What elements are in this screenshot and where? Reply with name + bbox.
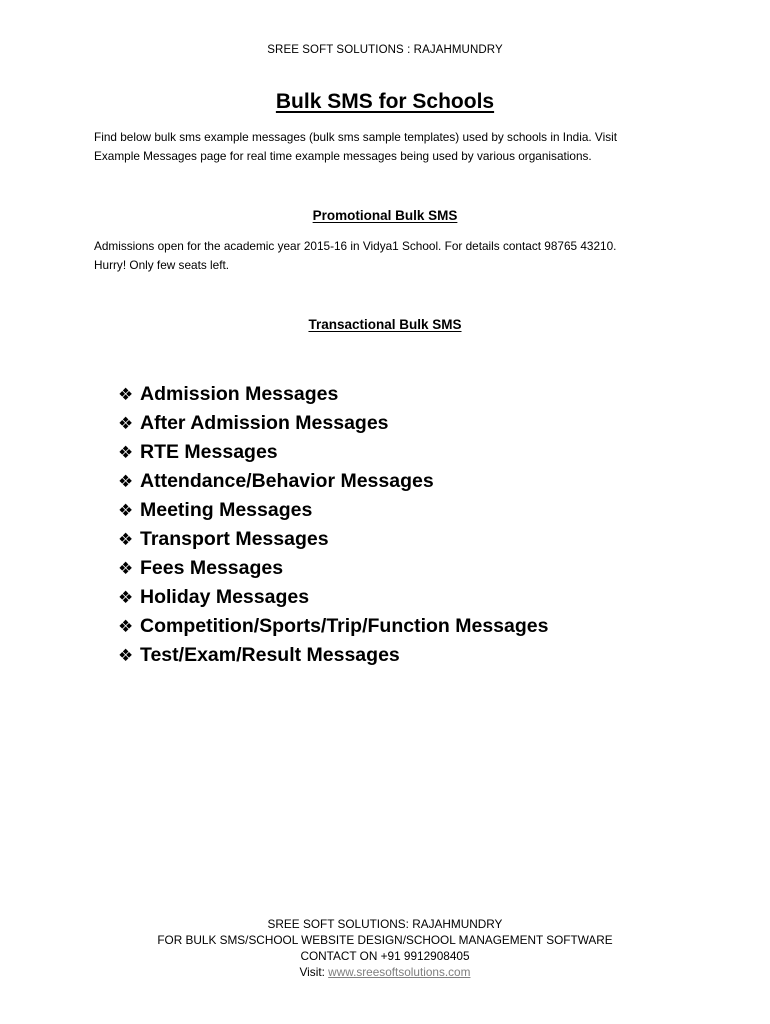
promotional-line-2: Hurry! Only few seats left. [94, 258, 230, 272]
promotional-heading: Promotional Bulk SMS [312, 208, 458, 223]
list-item-label: Fees Messages [140, 557, 284, 579]
message-category-list [118, 380, 548, 670]
diamond-bullet-icon: ❖ [118, 472, 134, 491]
list-item-label: Admission Messages [140, 383, 339, 405]
list-item [118, 380, 548, 409]
intro-paragraph [94, 128, 694, 166]
diamond-bullet-icon: ❖ [118, 646, 134, 665]
diamond-bullet-icon: ❖ [118, 588, 134, 607]
list-item-label: Test/Exam/Result Messages [140, 644, 400, 666]
list-item-label: Meeting Messages [140, 499, 313, 521]
list-item [118, 467, 548, 496]
list-item [118, 409, 548, 438]
footer-visit [0, 964, 770, 980]
list-item [118, 612, 548, 641]
footer-contact: CONTACT ON +91 9912908405 [300, 949, 470, 963]
diamond-bullet-icon: ❖ [118, 414, 134, 433]
page-title: Bulk SMS for Schools [275, 90, 495, 113]
promotional-line-1: Admissions open for the academic year 2015-16 in Vidya1 School. For details contact 98765 43210. [94, 239, 617, 253]
diamond-bullet-icon: ❖ [118, 617, 134, 636]
footer-company: SREE SOFT SOLUTIONS: RAJAHMUNDRY [267, 917, 503, 931]
diamond-bullet-icon: ❖ [118, 385, 134, 404]
diamond-bullet-icon: ❖ [118, 501, 134, 520]
promotional-message [94, 237, 694, 275]
list-item-label: Attendance/Behavior Messages [140, 470, 434, 492]
list-item-label: Transport Messages [140, 528, 329, 550]
list-item [118, 438, 548, 467]
page-header: SREE SOFT SOLUTIONS : RAJAHMUNDRY [267, 44, 503, 56]
diamond-bullet-icon: ❖ [118, 443, 134, 462]
list-item [118, 583, 548, 612]
list-item [118, 641, 548, 670]
footer-services: FOR BULK SMS/SCHOOL WEBSITE DESIGN/SCHOOL MANAGEMENT SOFTWARE [157, 933, 613, 947]
list-item-label: RTE Messages [140, 441, 278, 463]
website-link[interactable]: www.sreesoftsolutions.com [328, 965, 471, 979]
diamond-bullet-icon: ❖ [118, 530, 134, 549]
page-footer [0, 916, 770, 980]
footer-visit-label: Visit: [299, 965, 329, 979]
list-item-label: Holiday Messages [140, 586, 310, 608]
intro-line-1: Find below bulk sms example messages (bulk sms sample templates) used by schools in India. Visit [94, 130, 618, 144]
list-item [118, 496, 548, 525]
list-item [118, 554, 548, 583]
intro-line-2: Example Messages page for real time example messages being used by various organisations. [94, 149, 592, 163]
list-item [118, 525, 548, 554]
list-item-label: After Admission Messages [140, 412, 389, 434]
diamond-bullet-icon: ❖ [118, 559, 134, 578]
list-item-label: Competition/Sports/Trip/Function Messages [140, 615, 549, 637]
transactional-heading: Transactional Bulk SMS [308, 317, 462, 332]
